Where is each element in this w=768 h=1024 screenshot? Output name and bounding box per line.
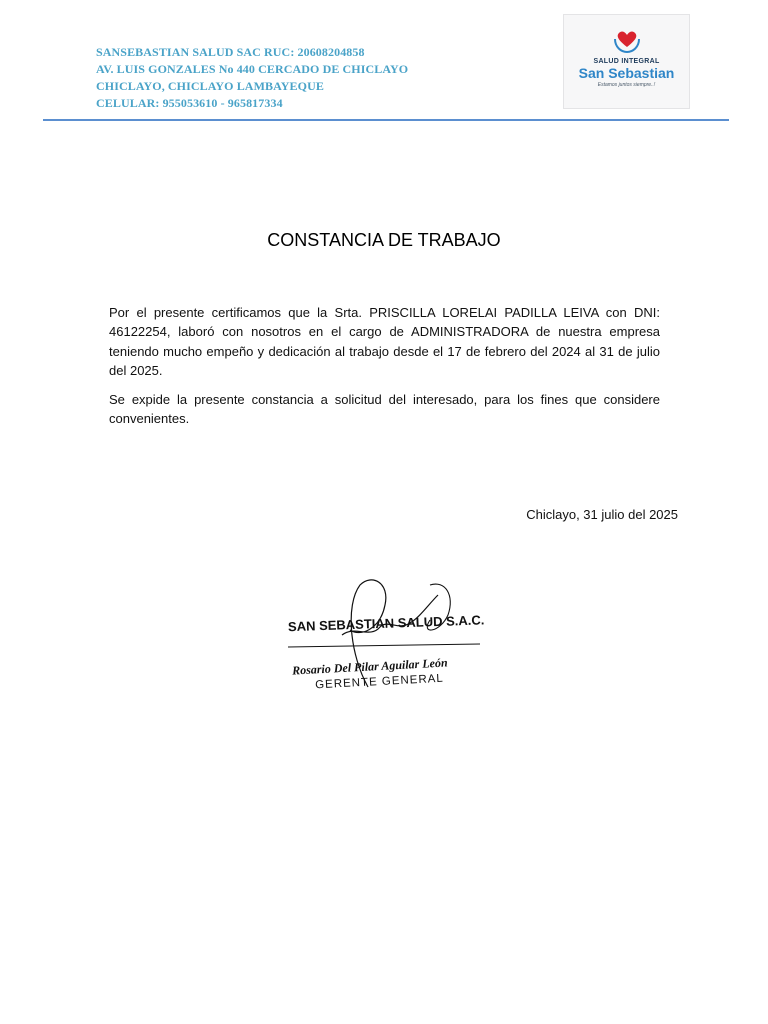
- letterhead-text: [96, 44, 408, 112]
- document-title: CONSTANCIA DE TRABAJO: [267, 230, 501, 250]
- letterhead-company-ruc: SANSEBASTIAN SALUD SAC RUC: 20608204858: [96, 45, 365, 59]
- stamp-role: GERENTE GENERAL: [314, 672, 445, 692]
- header-divider: [43, 119, 729, 121]
- logo-tagline: Estamos juntos siempre..!: [597, 82, 656, 88]
- certificate-paragraph: Por el presente certificamos que la Srta. PRISCILLA LORELAI PADILLA LEIVA con DNI: 46122254, laboró con nosotros en el cargo de ADMINISTRADORA de nuestra empresa teniendo mucho empeño y dedicación al trabajo desde el 17 de febrero del 2024 al 31 de julio del 2025.: [109, 305, 660, 379]
- heart-hands-icon: [564, 27, 689, 60]
- purpose-paragraph: Se expide la presente constancia a solicitud del interesado, para los fines que considere convenientes.: [109, 392, 660, 427]
- stamp-underline: [288, 644, 480, 647]
- letterhead-city: CHICLAYO, CHICLAYO LAMBAYEQUE: [96, 79, 324, 93]
- place-and-date: Chiclayo, 31 julio del 2025: [526, 507, 678, 522]
- stamp-name: Rosario Del Pilar Aguilar León: [291, 655, 448, 678]
- letterhead-address: AV. LUIS GONZALES No 440 CERCADO DE CHICLAYO: [96, 62, 409, 76]
- stamp-company: SAN SEBASTIAN SALUD S.A.C.: [287, 612, 485, 635]
- logo-text-san-sebastian: San Sebastian: [578, 65, 675, 81]
- signature-stamp: [280, 575, 495, 700]
- company-logo: [563, 14, 690, 109]
- logo-text-salud-integral: SALUD INTEGRAL: [593, 58, 660, 65]
- letterhead-phone: CELULAR: 955053610 - 965817334: [96, 96, 283, 110]
